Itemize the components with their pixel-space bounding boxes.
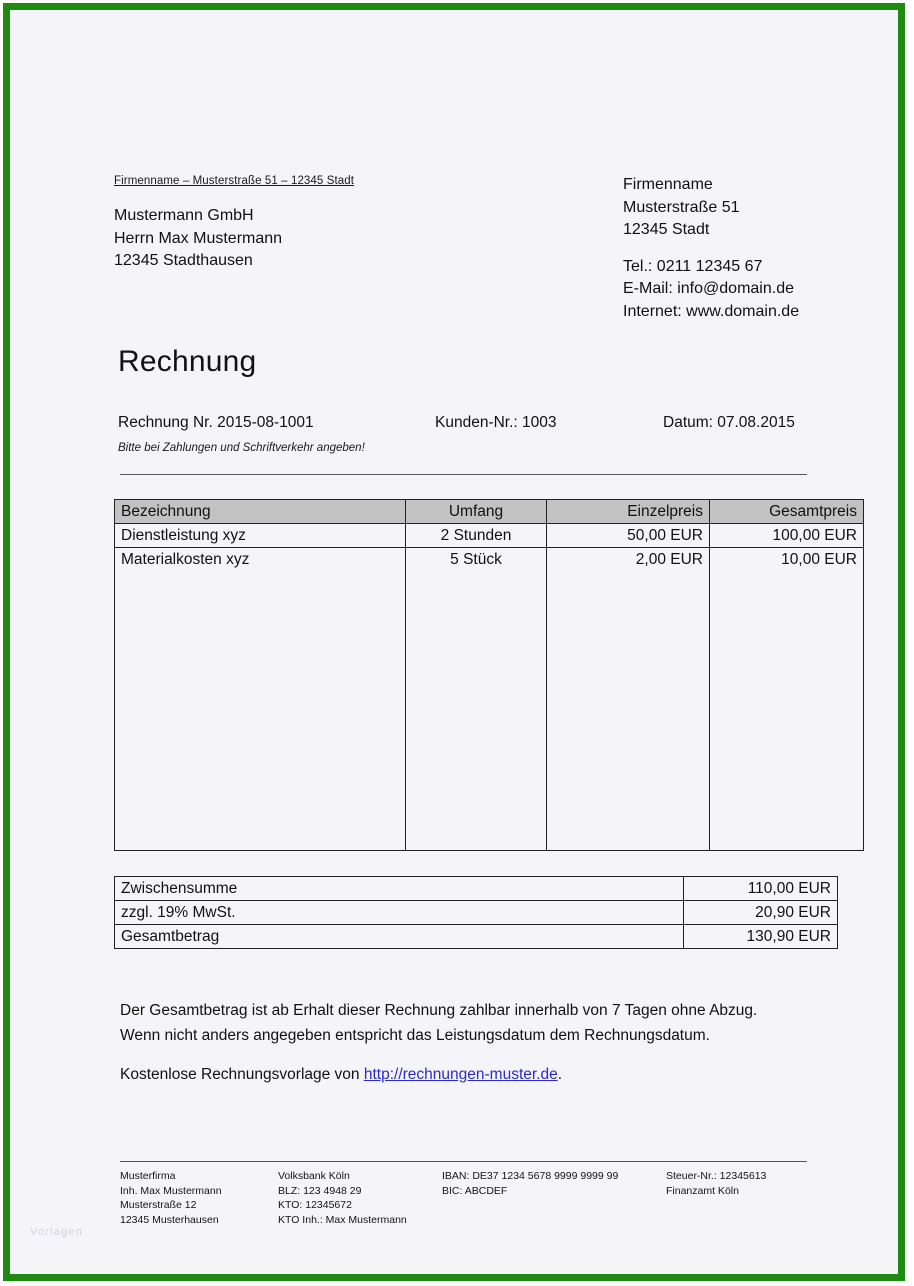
footer-bank-blz: BLZ: 123 4948 29 [278,1184,362,1197]
recipient-address-block [114,205,282,273]
footer-bic: BIC: ABCDEF [442,1184,508,1197]
terms-service-date-line: Wenn nicht anders angegeben entspricht das Leistungsdatum dem Rechnungsdatum. [120,1027,710,1044]
cell-description: Dienstleistung xyz [115,524,406,548]
customer-number: Kunden-Nr.: 1003 [435,414,557,431]
cell-quantity: 2 Stunden [406,524,547,548]
invoice-date: Datum: 07.08.2015 [663,414,795,431]
terms-spacer [120,1048,765,1062]
grand-total-label: Gesamtbetrag [115,925,684,949]
sender-website: Internet: www.domain.de [623,302,800,320]
line-items-body [115,524,864,851]
footer-company-owner: Inh. Max Mustermann [120,1184,222,1197]
vat-row [115,901,838,925]
header-description: Bezeichnung [115,500,406,524]
cell-unit-price: 50,00 EUR [547,524,710,548]
header-quantity: Umfang [406,500,547,524]
subtotal-row [115,877,838,901]
template-credit-suffix: . [557,1066,563,1083]
grand-total-value: 130,90 EUR [684,925,838,949]
grand-total-row [115,925,838,949]
invoice-meta-note: Bitte bei Zahlungen und Schriftverkehr angeben! [118,442,365,454]
footer-bank-account-holder: KTO Inh.: Max Mustermann [278,1213,407,1226]
vat-label: zzgl. 19% MwSt. [115,901,684,925]
footer-tax-number: Steuer-Nr.: 12345613 [666,1170,767,1182]
footer-tax-office: Finanzamt Köln [666,1184,739,1197]
empty-cell-quantity [406,571,547,851]
cell-total-price: 100,00 EUR [710,524,864,548]
cell-description: Materialkosten xyz [115,548,406,572]
header-divider [120,474,807,475]
header-unit-price: Einzelpreis [547,500,710,524]
template-source-link[interactable]: http://rechnungen-muster.de [363,1066,558,1083]
cell-unit-price: 2,00 EUR [547,548,710,572]
sender-city: 12345 Stadt [623,221,710,238]
sender-address-block [623,174,799,323]
sender-name: Firmenname [623,176,713,193]
table-header-row [115,500,864,524]
recipient-company: Mustermann GmbH [114,207,254,224]
template-credit-prefix: Kostenlose Rechnungsvorlage von [120,1066,364,1083]
footer-company-street: Musterstraße 12 [120,1199,197,1212]
footer-divider [120,1161,807,1162]
page-frame [3,3,905,1281]
invoice-number: Rechnung Nr. 2015-08-1001 [118,414,314,431]
totals-body [115,877,838,949]
footer-iban: IBAN: DE37 1234 5678 9999 9999 99 [442,1170,619,1182]
table-empty-space-row [115,571,864,851]
footer-bank-kto: KTO: 12345672 [278,1199,352,1212]
footer-company-city: 12345 Musterhausen [120,1213,219,1226]
footer-tax-column [666,1169,766,1198]
empty-cell-unit-price [547,571,710,851]
line-items-header [115,500,864,524]
sender-phone: Tel.: 0211 12345 67 [623,257,763,275]
empty-cell-total-price [710,571,864,851]
footer-company-column [120,1169,222,1227]
cell-quantity: 5 Stück [406,548,547,572]
subtotal-value: 110,00 EUR [684,877,838,901]
watermark-label: Vorlagen [30,1226,84,1238]
invoice-sheet [10,10,898,1274]
footer-iban-column [442,1169,618,1198]
recipient-city: 12345 Stadthausen [114,252,253,269]
template-credit-line [120,1062,765,1087]
footer-bank-name: Volksbank Köln [278,1170,350,1182]
cell-total-price: 10,00 EUR [710,548,864,572]
footer-bank-column [278,1169,407,1227]
sender-email: E-Mail: info@domain.de [623,280,794,297]
empty-cell-description [115,571,406,851]
page-title: Rechnung [118,345,257,378]
payment-terms-section [120,998,765,1087]
header-total-price: Gesamtpreis [710,500,864,524]
sender-block-spacer [623,242,799,256]
terms-payment-line: Der Gesamtbetrag ist ab Erhalt dieser Rechnung zahlbar innerhalb von 7 Tagen ohne Abzug. [120,1002,758,1019]
totals-table [114,876,838,949]
footer-company-name: Musterfirma [120,1170,176,1182]
line-items-table [114,499,864,851]
table-row [115,524,864,548]
subtotal-label: Zwischensumme [115,877,684,901]
vat-value: 20,90 EUR [684,901,838,925]
table-row [115,548,864,572]
sender-street: Musterstraße 51 [623,198,740,216]
return-address-line: Firmenname – Musterstraße 51 – 12345 Stadt [114,175,355,187]
recipient-person: Herrn Max Mustermann [114,229,283,247]
